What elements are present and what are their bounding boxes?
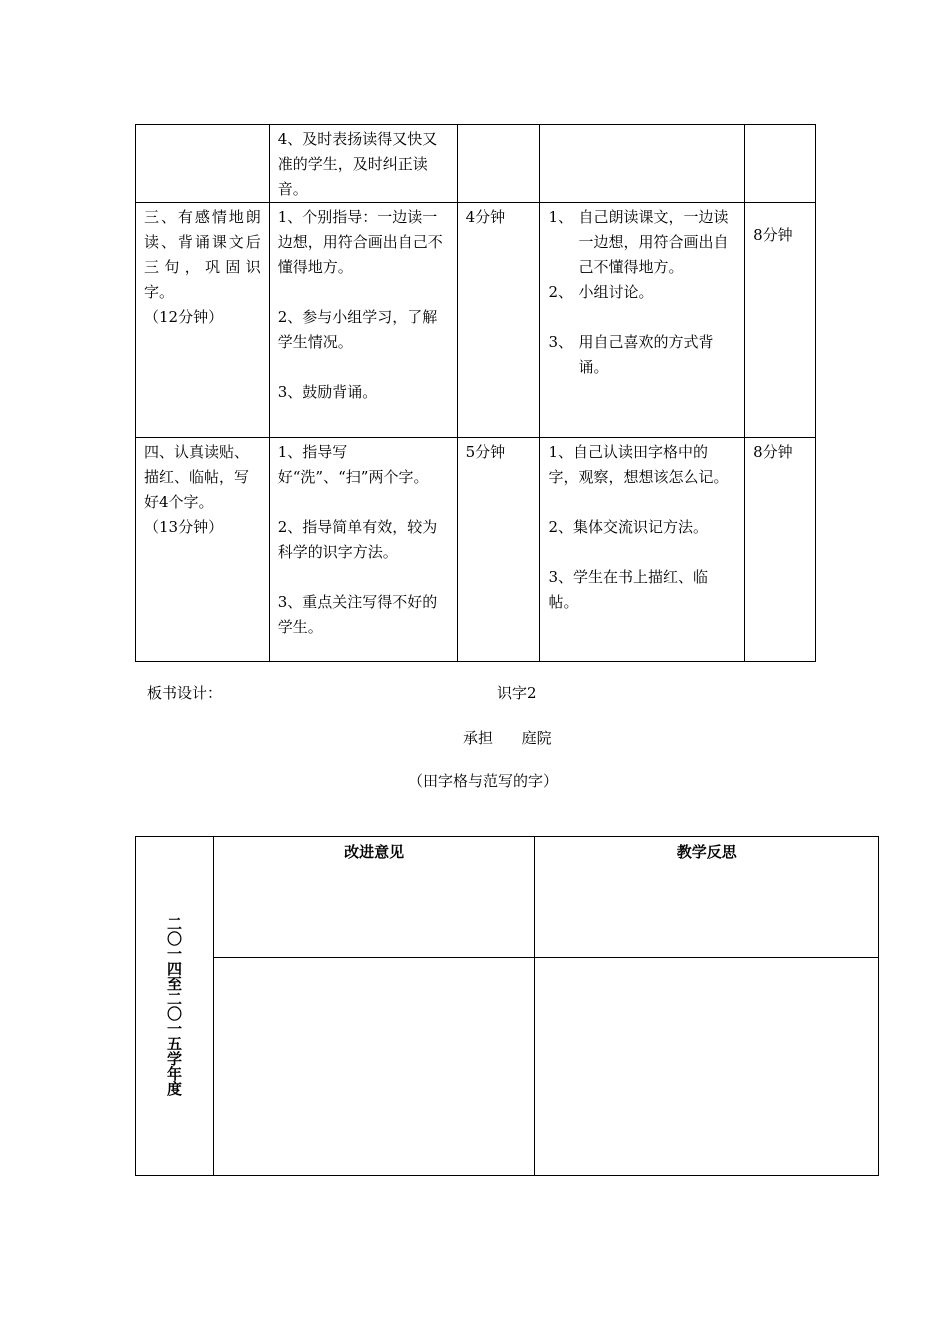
- teacher-time: 4分钟: [465, 208, 506, 226]
- reflection-cell: [535, 837, 879, 958]
- lesson-table: [135, 124, 816, 662]
- teacher-item: 1、指导写好“洗”、“扫”两个字。: [277, 443, 429, 486]
- board-words: 承担 庭院: [463, 729, 552, 747]
- step-title: 四、认真读贴、描红、临帖，写好4个字。: [144, 443, 250, 511]
- improvement-body: [213, 958, 535, 1176]
- table-row: [136, 958, 879, 1176]
- reflection-table: [135, 836, 879, 1176]
- improvement-header: 改进意见: [344, 843, 405, 861]
- student-activity-cell: [540, 438, 745, 662]
- reflection-header: 教学反思: [676, 843, 737, 861]
- board-title: 识字2: [497, 684, 537, 702]
- teacher-item: 2、指导简单有效，较为科学的识字方法。: [277, 518, 438, 561]
- teacher-item: 1、个别指导：一边读一边想，用符合画出自己不懂得地方。: [277, 208, 443, 276]
- teacher-activity-cell: [269, 438, 457, 662]
- step-cell: [136, 125, 270, 203]
- student-time-cell: [745, 125, 816, 203]
- step-title: 三、有感情地朗读、背诵课文后三句，巩固识字。: [144, 208, 261, 301]
- teacher-time: 5分钟: [465, 443, 506, 461]
- student-activity-cell: [540, 203, 745, 438]
- teacher-time-cell: [457, 125, 540, 203]
- teacher-activity-cell: [269, 203, 457, 438]
- teacher-item: 3、重点关注写得不好的学生。: [277, 593, 438, 636]
- table-row: [136, 837, 879, 958]
- table-row: [136, 203, 816, 438]
- board-note: （田字格与范写的字）: [408, 772, 559, 790]
- student-time: 8分钟: [753, 443, 793, 461]
- item-number: 1、: [548, 208, 573, 226]
- step-cell: [136, 438, 270, 662]
- year-cell: [136, 837, 214, 1176]
- step-cell: [136, 203, 270, 438]
- teacher-item: 4、及时表扬读得又快又准的学生，及时纠正读音。: [277, 130, 438, 198]
- teacher-activity-cell: [269, 125, 457, 203]
- student-time: 8分钟: [753, 226, 793, 244]
- teacher-item: 2、参与小组学习，了解学生情况。: [277, 308, 438, 351]
- teacher-time-cell: [457, 438, 540, 662]
- item-number: 2、: [548, 283, 573, 301]
- student-item: 1、自己认读田字格中的字，观察，想想该怎么记。: [548, 443, 729, 486]
- student-item: 小组讨论。: [578, 283, 654, 301]
- student-time-cell: [745, 203, 816, 438]
- item-number: 3、: [548, 333, 573, 351]
- student-item: 3、学生在书上描红、临帖。: [548, 568, 708, 611]
- student-item: 用自己喜欢的方式背诵。: [578, 333, 714, 376]
- student-item: 2、集体交流识记方法。: [548, 518, 708, 536]
- school-year: 二〇一四至二〇一五学年度: [164, 916, 183, 1096]
- step-duration: （13分钟）: [144, 518, 224, 536]
- improvement-cell: [213, 837, 535, 958]
- teacher-item: 3、鼓励背诵。: [277, 383, 378, 401]
- student-item: 自己朗读课文，一边读一边想，用符合画出自己不懂得地方。: [578, 208, 729, 276]
- teacher-time-cell: [457, 203, 540, 438]
- reflection-body: [535, 958, 879, 1176]
- student-activity-cell: [540, 125, 745, 203]
- table-row: [136, 125, 816, 203]
- board-label: 板书设计：: [147, 684, 223, 702]
- table-row: [136, 438, 816, 662]
- student-time-cell: [745, 438, 816, 662]
- step-duration: （12分钟）: [144, 308, 224, 326]
